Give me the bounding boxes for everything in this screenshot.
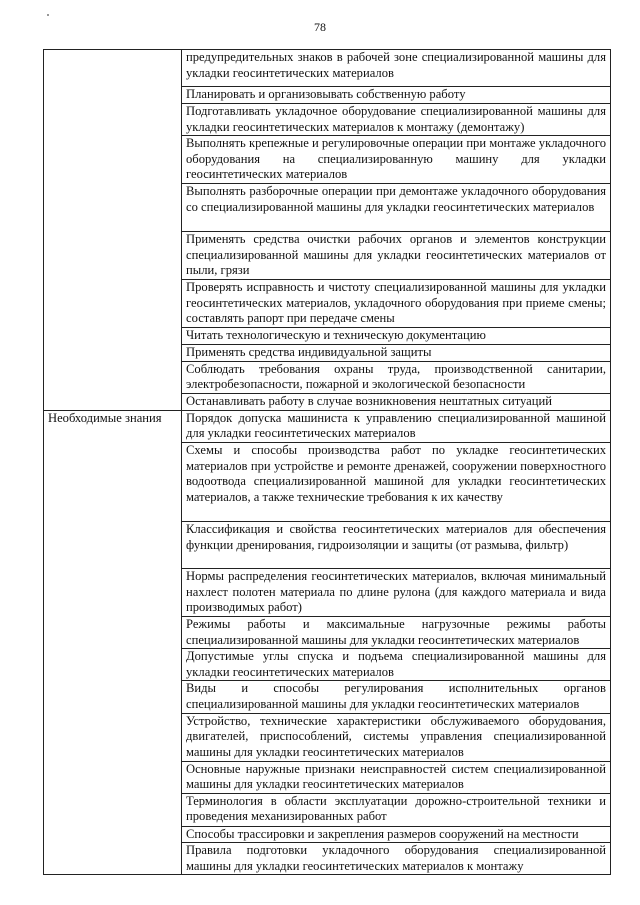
knowledge-item: Режимы работы и максимальные нагрузочные режимы работы специализированной машины для укладки геосинтетических материалов	[182, 616, 611, 648]
knowledge-item: Устройство, технические характеристики обслуживаемого оборудования, двигателей, приспособлений, системы управления специализированной машины для укладки геосинтетических материалов	[182, 713, 611, 761]
skill-item: Выполнять разборочные операции при демонтаже укладочного оборудования со специализированной машины для укладки геосинтетических материалов	[182, 184, 611, 232]
knowledge-item: Способы трассировки и закрепления размеров сооружений на местности	[182, 826, 611, 843]
skill-item: Проверять исправность и чистоту специализированной машины для укладки геосинтетических материалов, укладочного оборудования при приеме смены; составлять рапорт при передаче смены	[182, 279, 611, 327]
knowledge-item: Правила подготовки укладочного оборудования специализированной машины для укладки геосинтетических материалов к монтажу	[182, 843, 611, 875]
skills-label-cell	[44, 50, 182, 411]
knowledge-item: Классификация и свойства геосинтетических материалов для обеспечения функции дренирования, гидроизоляции и защиты (от размыва, фильтр)	[182, 521, 611, 568]
table-row	[44, 50, 611, 87]
skill-item: Читать технологическую и техническую документацию	[182, 327, 611, 344]
knowledge-label-cell: Необходимые знания	[44, 410, 182, 875]
skill-item: предупредительных знаков в рабочей зоне специализированной машины для укладки геосинтетических материалов	[182, 50, 611, 87]
page-number: 78	[314, 20, 326, 34]
knowledge-item: Порядок допуска машиниста к управлению специализированной машиной для укладки геосинтетических материалов	[182, 410, 611, 442]
knowledge-item: Основные наружные признаки неисправностей систем специализированной машины для укладки геосинтетических материалов	[182, 761, 611, 793]
knowledge-item: Допустимые углы спуска и подъема специализированной машины для укладки геосинтетических материалов	[182, 649, 611, 681]
knowledge-item: Нормы распределения геосинтетических материалов, включая минимальный нахлест полотен материала по длине рулона (для каждого материала и вида производимых работ)	[182, 568, 611, 616]
knowledge-item: Схемы и способы производства работ по укладке геосинтетических материалов при устройстве и ремонте дренажей, сооружении поверхностного водоотвода специализированной машиной для укладки геосинтетических материалов, а также технические требования к их качеству	[182, 442, 611, 521]
skill-item: Соблюдать требования охраны труда, производственной санитарии, электробезопасности, пожарной и экологической безопасности	[182, 361, 611, 393]
skill-item: Подготавливать укладочное оборудование специализированной машины для укладки геосинтетических материалов к монтажу (демонтажу)	[182, 104, 611, 136]
skill-item: Останавливать работу в случае возникновения нештатных ситуаций	[182, 393, 611, 410]
knowledge-item: Виды и способы регулирования исполнительных органов специализированной машины для укладки геосинтетических материалов	[182, 681, 611, 713]
knowledge-item: Терминология в области эксплуатации дорожно-строительной техники и проведения механизированных работ	[182, 793, 611, 826]
skill-item: Планировать и организовывать собственную работу	[182, 87, 611, 104]
skill-item: Применять средства индивидуальной защиты	[182, 344, 611, 361]
scan-speck	[47, 14, 49, 16]
table-row	[44, 410, 611, 442]
skill-item: Применять средства очистки рабочих органов и элементов конструкции специализированной машины для укладки геосинтетических материалов от пыли, грязи	[182, 232, 611, 280]
competency-table	[43, 49, 611, 875]
skill-item: Выполнять крепежные и регулировочные операции при монтаже укладочного оборудования на специализированную машину для укладки геосинтетических материалов	[182, 136, 611, 184]
